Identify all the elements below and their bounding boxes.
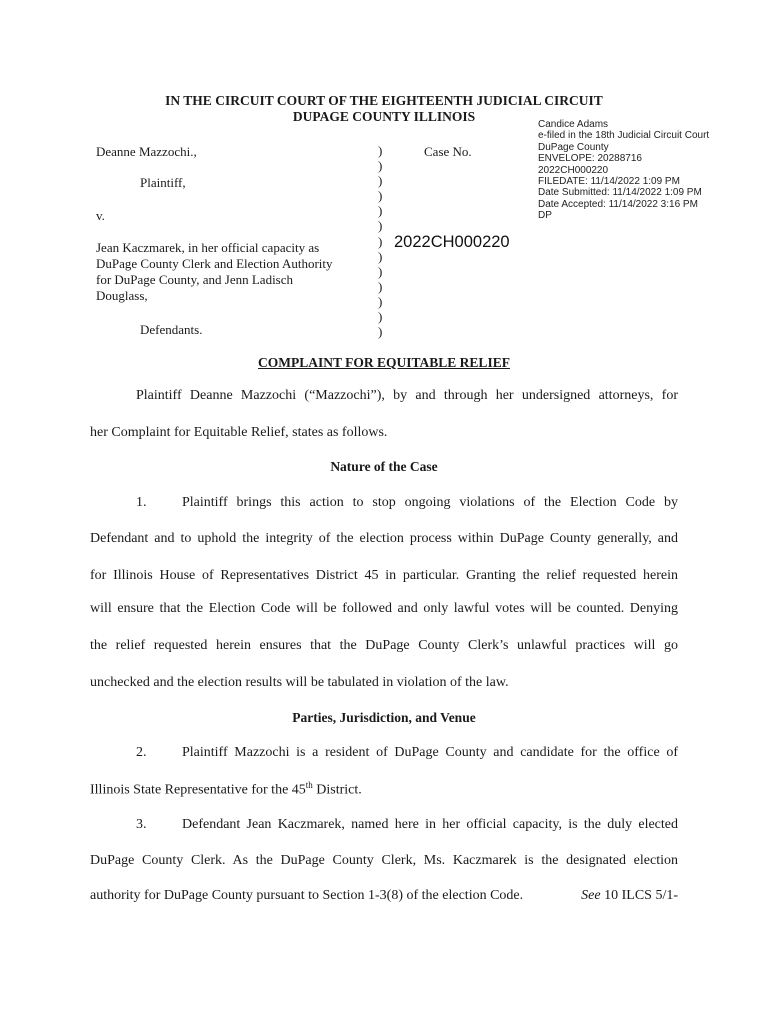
stamp-line: Date Accepted: 11/14/2022 3:16 PM xyxy=(538,198,698,210)
paragraph-2-text: District. xyxy=(312,782,362,798)
paragraph-number: 2. xyxy=(136,745,147,760)
versus: v. xyxy=(96,208,105,223)
stamp-line: ENVELOPE: 20288716 xyxy=(538,153,642,165)
defendant-line: for DuPage County, and Jenn Ladisch xyxy=(96,272,294,287)
intro-line: Plaintiff Deanne Mazzochi (“Mazzochi”), by and through her undersigned attorneys, for xyxy=(136,388,678,403)
defendant-names xyxy=(96,240,333,304)
case-number: 2022CH000220 xyxy=(394,233,510,251)
paragraph-1-line: unchecked and the election results will be tabulated in violation of the law. xyxy=(90,675,509,690)
stamp-line: e-filed in the 18th Judicial Circuit Court xyxy=(538,130,710,142)
paragraph-3-text: 10 ILCS 5/1- xyxy=(600,888,678,903)
plaintiff-name: Deanne Mazzochi., xyxy=(96,144,197,159)
court-title-line1: IN THE CIRCUIT COURT OF THE EIGHTEENTH JUDICIAL CIRCUIT xyxy=(165,93,603,108)
paragraph-1-line: for Illinois House of Representatives District 45 in particular. Granting the relief requested herein xyxy=(90,568,678,583)
stamp-line: 2022CH000220 xyxy=(538,164,609,176)
stamp-line: FILEDATE: 11/14/2022 1:09 PM xyxy=(538,176,680,188)
section-heading-parties: Parties, Jurisdiction, and Venue xyxy=(292,710,476,725)
paragraph-1-line: the relief requested herein ensures that the DuPage County Clerk’s unlawful practices will go xyxy=(90,638,678,653)
paragraph-1-line: will ensure that the Election Code will be followed and only lawful votes will be counted. Denying xyxy=(90,601,678,616)
defendants-label: Defendants. xyxy=(140,322,203,337)
paragraph-3-text: authority for DuPage County pursuant to Section 1-3(8) of the election Code. xyxy=(90,888,531,903)
defendant-line: Jean Kaczmarek, in her official capacity as xyxy=(96,240,320,255)
defendant-line: Douglass, xyxy=(96,288,148,303)
paragraph-3-line: Defendant Jean Kaczmarek, named here in her official capacity, is the duly elected xyxy=(182,817,678,832)
paragraph-2-line xyxy=(90,780,362,799)
intro-line: her Complaint for Equitable Relief, states as follows. xyxy=(90,425,388,440)
see-citation-signal: See xyxy=(581,888,601,903)
paragraph-2-line: Plaintiff Mazzochi is a resident of DuPage County and candidate for the office of xyxy=(182,745,678,760)
filing-stamp xyxy=(538,119,709,222)
stamp-line: DP xyxy=(538,210,552,222)
stamp-line: DuPage County xyxy=(538,141,609,153)
case-no-label: Case No. xyxy=(424,144,472,159)
complaint-title: COMPLAINT FOR EQUITABLE RELIEF xyxy=(258,355,510,370)
stamp-line: Date Submitted: 11/14/2022 1:09 PM xyxy=(538,187,702,199)
paragraph-number: 3. xyxy=(136,817,147,832)
paragraph-3-line xyxy=(90,888,678,904)
plaintiff-label: Plaintiff, xyxy=(140,175,186,190)
section-heading-nature: Nature of the Case xyxy=(330,459,438,474)
paragraph-1-line: Plaintiff brings this action to stop ongoing violations of the Election Code by xyxy=(182,495,678,510)
defendant-line: DuPage County Clerk and Election Authority xyxy=(96,256,333,271)
paragraph-1-line: Defendant and to uphold the integrity of the election process within DuPage County generally, and xyxy=(90,531,678,546)
stamp-line: Candice Adams xyxy=(538,119,609,130)
court-title-line2: DUPAGE COUNTY ILLINOIS xyxy=(292,109,476,124)
paragraph-3-line: DuPage County Clerk. As the DuPage County Clerk, Ms. Kaczmarek is the designated election xyxy=(90,853,678,868)
paragraph-2-text: Illinois State Representative for the 45 xyxy=(90,782,306,798)
ordinal-suffix: th xyxy=(305,780,313,790)
caption-parentheses: ) ) ) ) ) ) ) ) ) ) ) ) ) xyxy=(378,143,383,340)
paragraph-number: 1. xyxy=(136,495,147,510)
